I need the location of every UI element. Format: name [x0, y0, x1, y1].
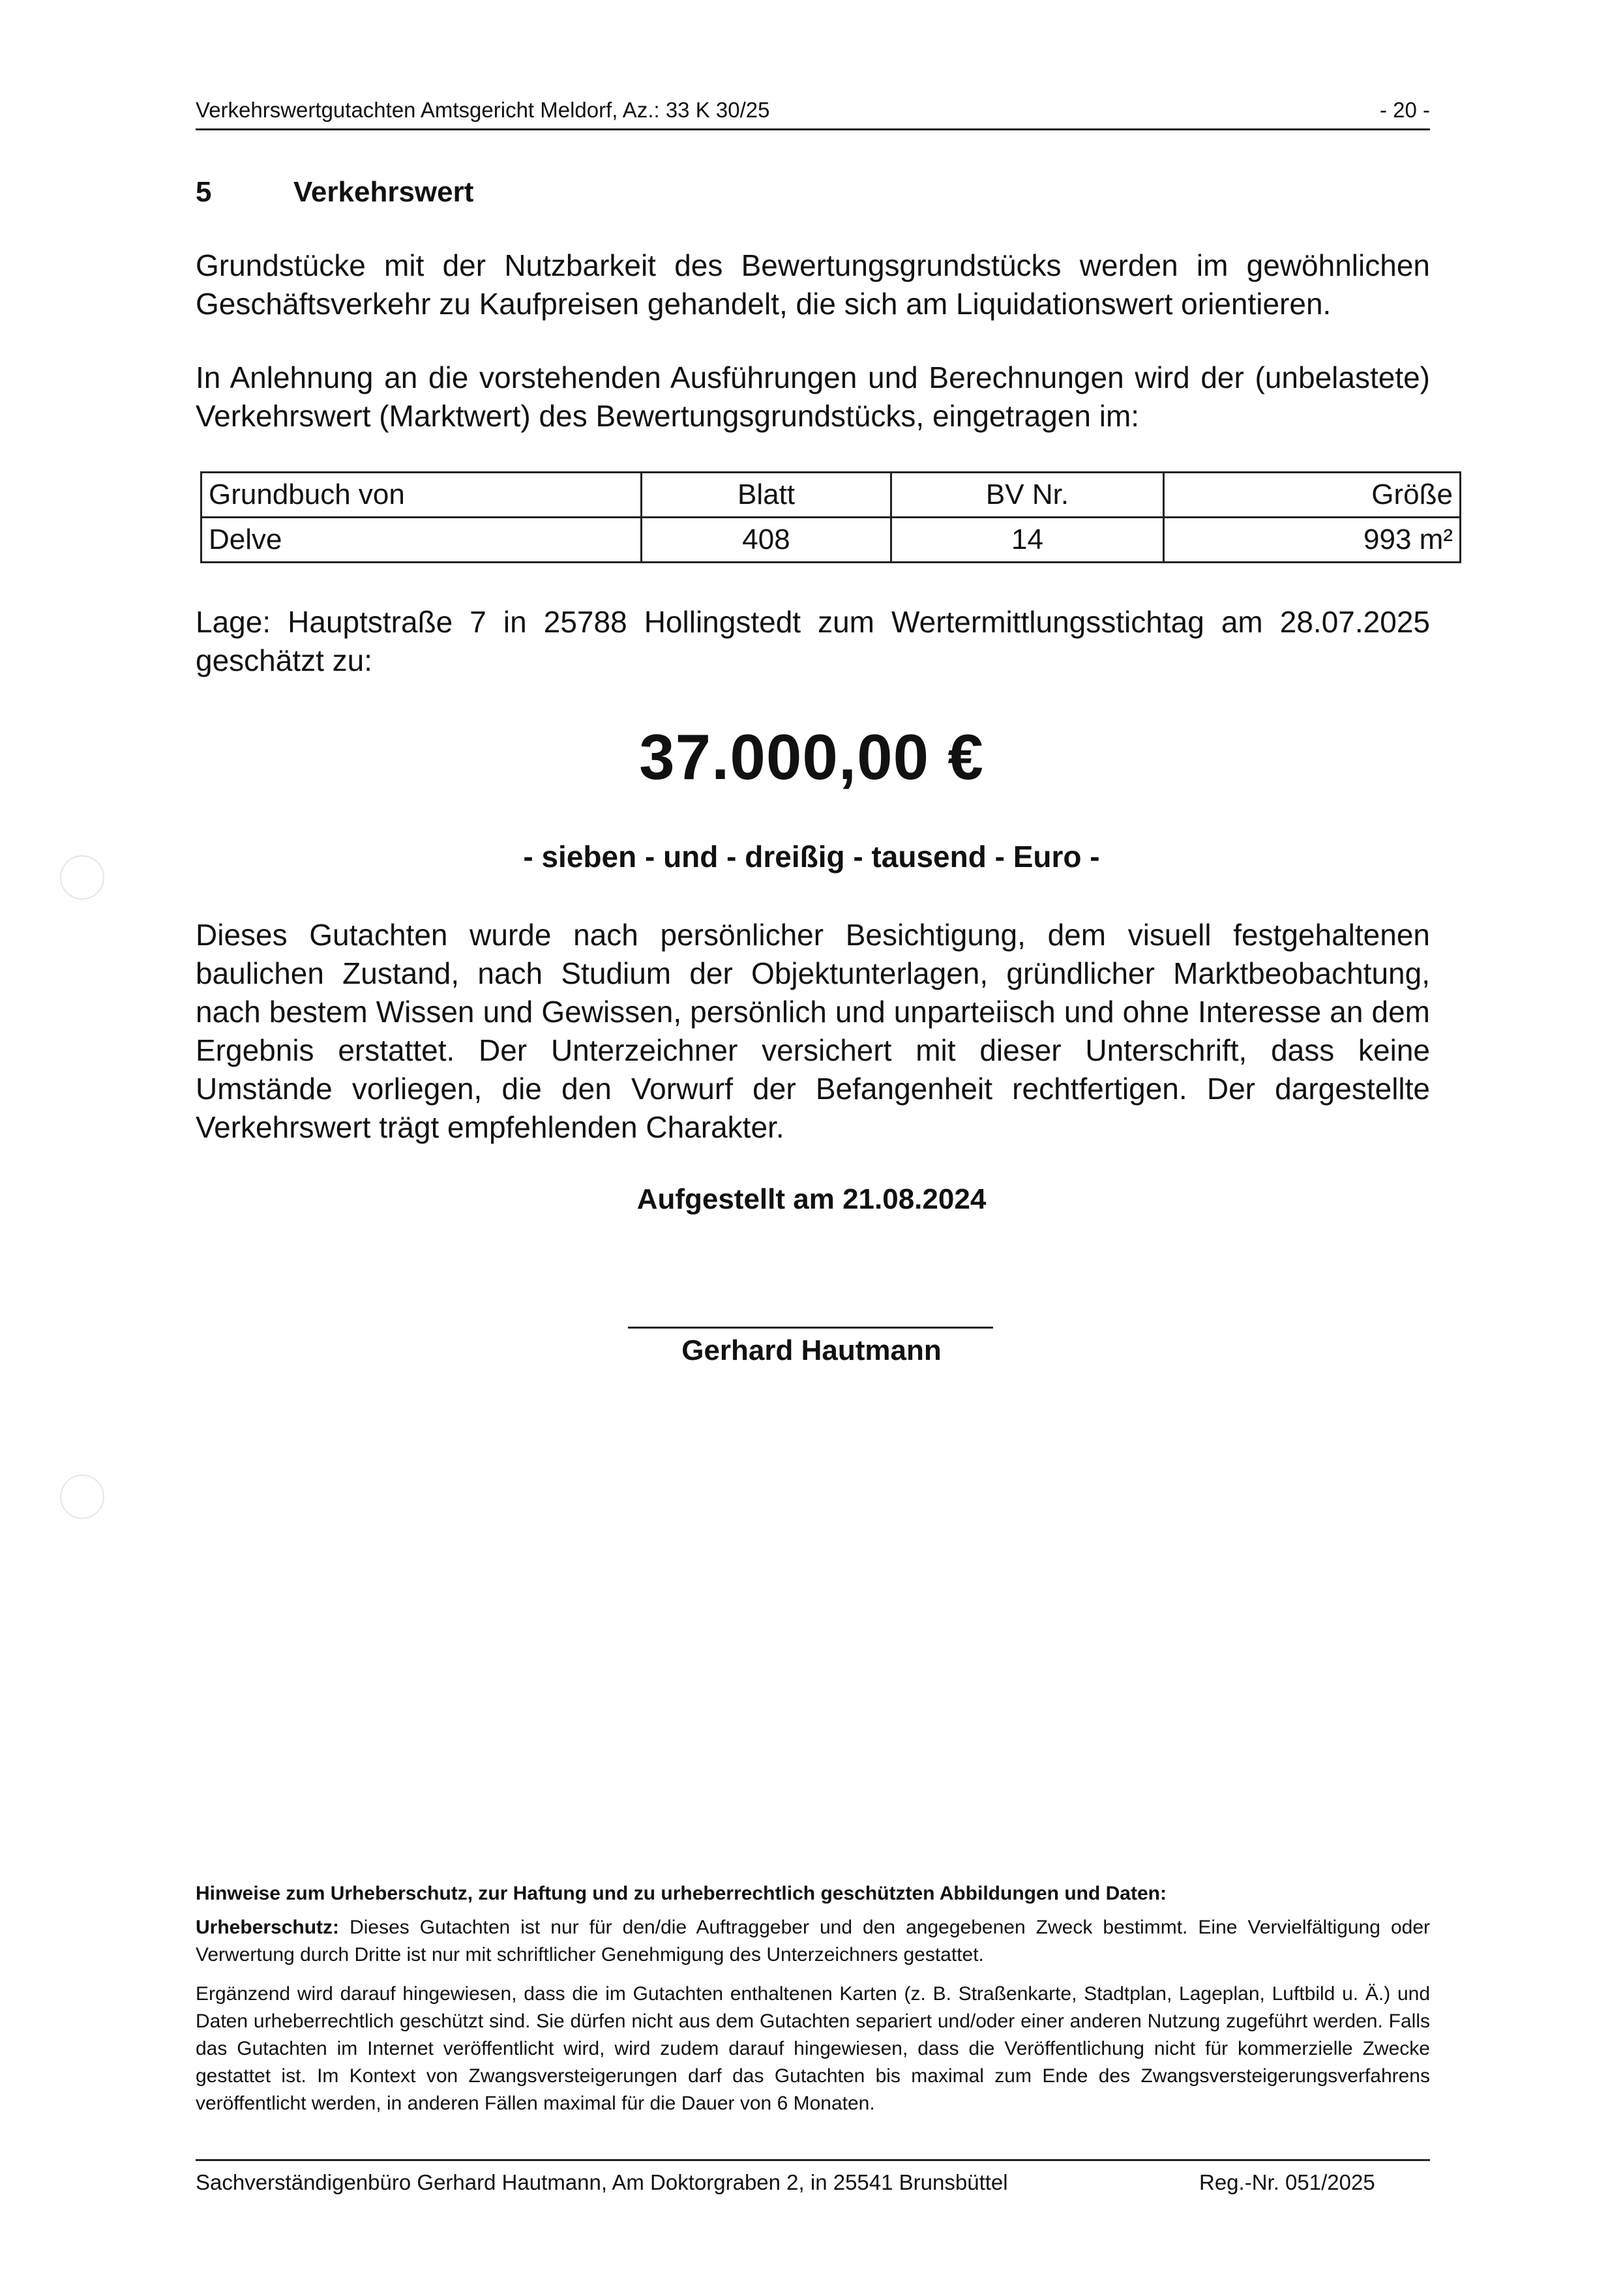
table-cell: 14	[891, 518, 1164, 563]
table-header-cell: BV Nr.	[891, 473, 1164, 518]
table-header-cell: Größe	[1164, 473, 1461, 518]
table-header-row	[201, 473, 1461, 518]
page-header	[196, 98, 1430, 130]
signature-line	[628, 1327, 993, 1329]
table-row	[201, 518, 1461, 563]
notes-maps-paragraph: Ergänzend wird darauf hingewiesen, dass die im Gutachten enthaltenen Karten (z. B. Straßenkarte, Stadtplan, Lageplan, Luftbild u. Ä.) und Daten urheberrechtlich geschützt sind. Sie dürfen nicht aus dem Gutachten separiert und/oder einer anderen Nutzung zugeführt werden. Falls das Gutachten im Internet veröffentlicht wird, wird zudem darauf hingewiesen, dass die Veröffentlichung nicht für kommerzielle Zwecke gestattet ist. Im Kontext von Zwangsversteigerungen darf das Gutachten bis maximal zum Ende des Zwangsversteigerungsverfahrens veröffentlicht werden, in anderen Fällen maximal für die Dauer von 6 Monaten.	[196, 1983, 1430, 2114]
issue-date: Aufgestellt am 21.08.2024	[636, 1183, 987, 1215]
notes-copyright-paragraph	[196, 1914, 1430, 1969]
table-cell: Delve	[201, 518, 642, 563]
paragraph-location: Lage: Hauptstraße 7 in 25788 Hollingstedt zum Wertermittlungsstichtag am 28.07.2025 geschätzt zu:	[196, 605, 1430, 677]
header-title: Verkehrswertgutachten Amtsgericht Meldorf, Az.: 33 K 30/25	[196, 98, 770, 122]
copyright-notes	[196, 1880, 1430, 2129]
section-title: Verkehrswert	[293, 176, 474, 208]
market-value-words: - sieben - und - dreißig - tausend - Euro -	[523, 840, 1100, 874]
page-footer	[196, 2159, 1430, 2200]
signer-name: Gerhard Hautmann	[681, 1334, 942, 1366]
header-rule	[196, 128, 1430, 130]
table-header-cell: Grundbuch von	[201, 473, 642, 518]
notes-title: Hinweise zum Urheberschutz, zur Haftung und zu urheberrechtlich geschützten Abbildungen und Daten:	[196, 1883, 1167, 1904]
paragraph-declaration: Dieses Gutachten wurde nach persönlicher Besichtigung, dem visuell festgehaltenen baulichen Zustand, nach Studium der Objektunterlagen, gründlicher Marktbeobachtung, nach bestem Wissen und Gewissen, persönlich und unparteiisch und ohne Interesse an dem Ergebnis erstattet. Der Unterzeichner versichert mit dieser Unterschrift, dass keine Umstände vorliegen, die den Vorwurf der Befangenheit rechtfertigen. Der dargestellte Verkehrswert trägt empfehlenden Charakter.	[196, 918, 1430, 1144]
table-cell: 408	[642, 518, 891, 563]
paragraph-introduction: In Anlehnung an die vorstehenden Ausführungen und Berechnungen wird der (unbelastete) Verkehrswert (Marktwert) des Bewertungsgrundstücks, eingetragen im:	[196, 361, 1430, 433]
paragraph-usability: Grundstücke mit der Nutzbarkeit des Bewertungsgrundstücks werden im gewöhnlichen Geschäftsverkehr zu Kaufpreisen gehandelt, die sich am Liquidationswert orientieren.	[196, 248, 1430, 321]
table-cell: 993 m²	[1164, 518, 1461, 563]
notes-copyright-text: Dieses Gutachten ist nur für den/die Auftraggeber und den angegebenen Zweck bestimmt. Eine Vervielfältigung oder Verwertung durch Dritte ist nur mit schriftlicher Genehmigung des Unterzeichners gestattet.	[196, 1917, 1430, 1965]
punch-hole-mark	[60, 1475, 104, 1519]
table-header-cell: Blatt	[642, 473, 891, 518]
footer-office-address: Sachverständigenbüro Gerhard Hautmann, Am Doktorgraben 2, in 25541 Brunsbüttel	[196, 2170, 1008, 2194]
footer-registration-number: Reg.-Nr. 051/2025	[1199, 2170, 1375, 2194]
page-number: - 20 -	[1379, 98, 1430, 122]
land-register-table	[200, 471, 1461, 563]
section-number: 5	[196, 176, 212, 208]
notes-copyright-label: Urheberschutz:	[196, 1917, 340, 1938]
market-value-amount: 37.000,00 €	[639, 721, 984, 793]
section-heading	[196, 176, 473, 209]
